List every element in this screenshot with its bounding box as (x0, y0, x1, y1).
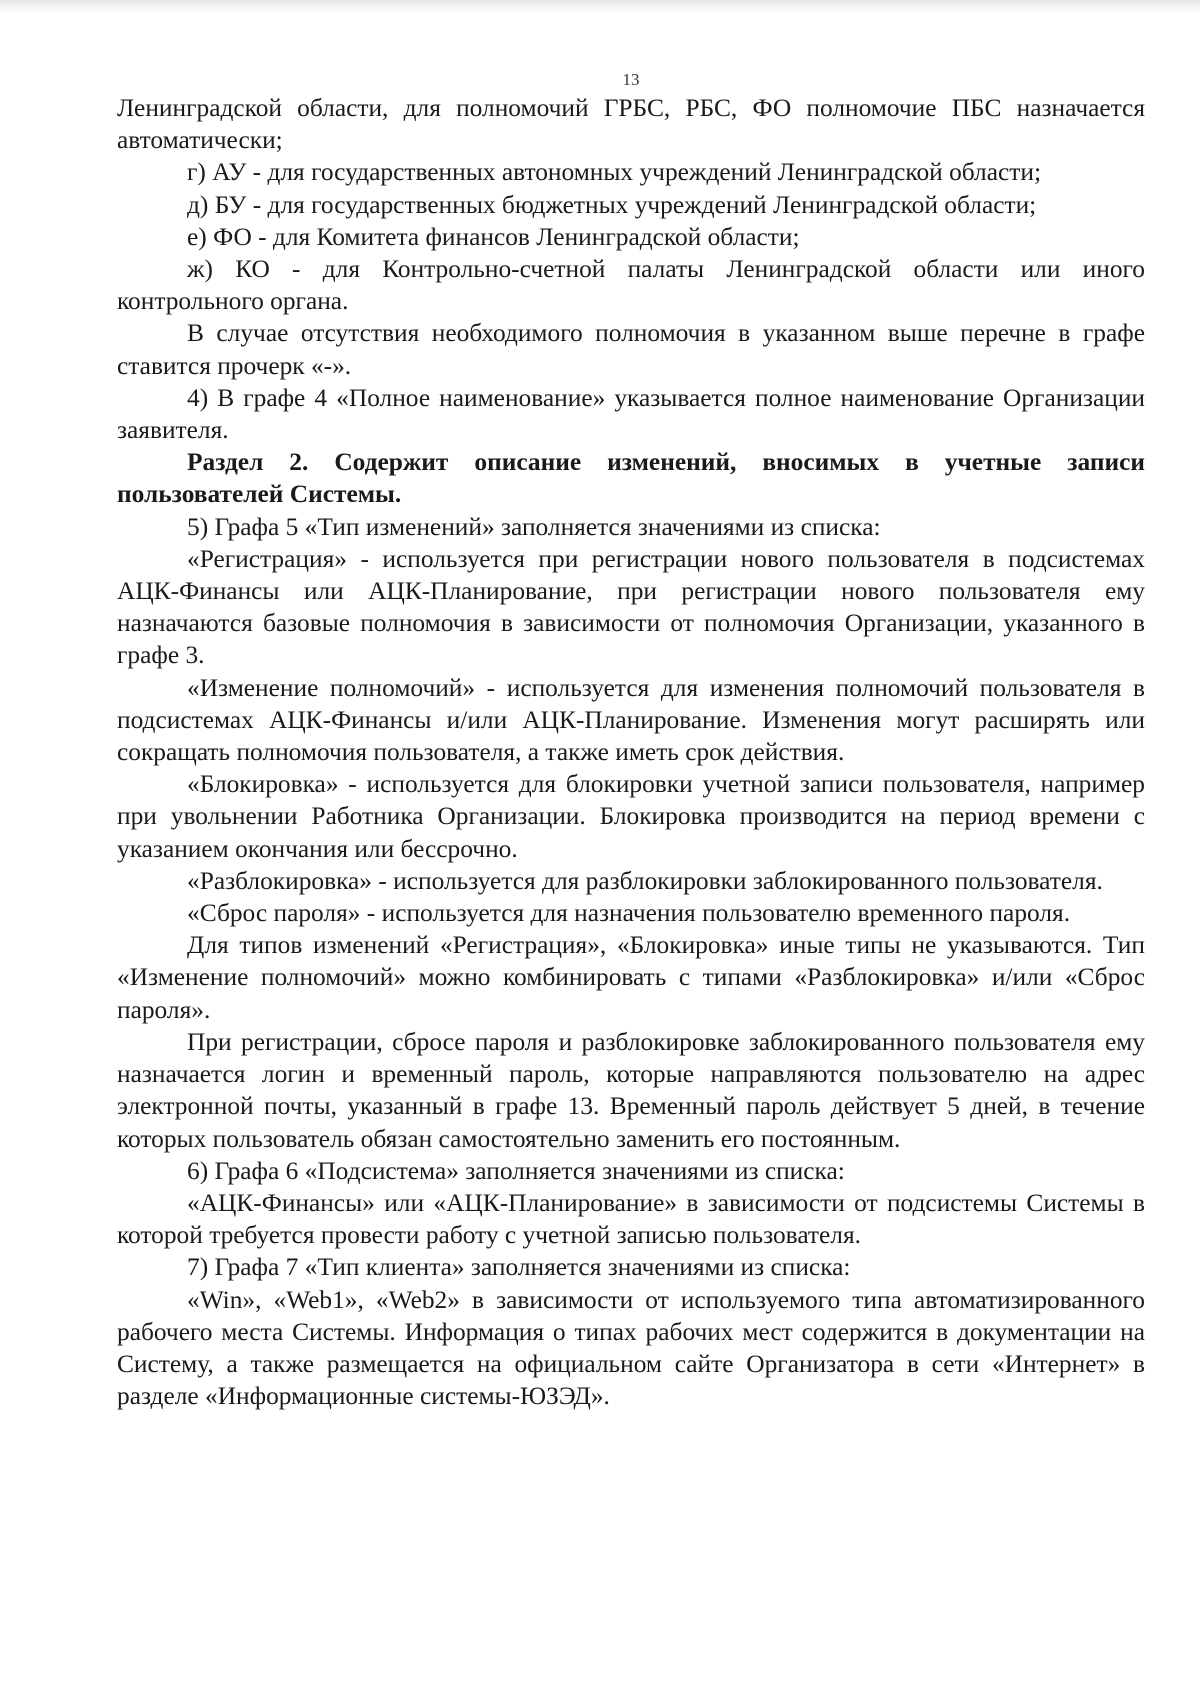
paragraph-type-combinations: Для типов изменений «Регистрация», «Блокировка» иные типы не указываются. Тип «Изменение полномочий» можно комбинировать с типами «Разблокировка» и/или «Сброс пароля». (117, 931, 1145, 1024)
paragraph-password-reset: «Сброс пароля» - используется для назначения пользователю временного пароля. (187, 899, 1071, 928)
paragraph-column-5: 5) Графа 5 «Тип изменений» заполняется значениями из списка: (187, 512, 881, 541)
document-body (117, 92, 1145, 1412)
paragraph-missing-authority: В случае отсутствия необходимого полномочия в указанном выше перечне в графе ставится прочерк «-». (117, 319, 1145, 380)
paragraph-continuation: Ленинградской области, для полномочий ГРБС, РБС, ФО полномочие ПБС назначается автоматически; (117, 94, 1145, 155)
paragraph-subsystems: «АЦК-Финансы» или «АЦК-Планирование» в зависимости от подсистемы Системы в которой требуется провести работу с учетной записью пользователя. (117, 1188, 1145, 1250)
paragraph-blocking: «Блокировка» - используется для блокировки учетной записи пользователя, например при увольнении Работника Организации. Блокировка производится на период времени с указанием окончания или бессрочно. (117, 770, 1145, 863)
paragraph-column-7: 7) Графа 7 «Тип клиента» заполняется значениями из списка: (187, 1253, 851, 1282)
list-item-zh: ж) КО - для Контрольно-счетной палаты Ленинградской области или иного контрольного органа. (117, 255, 1145, 316)
list-item-e: е) ФО - для Комитета финансов Ленинградской области; (187, 222, 800, 251)
paragraph-column-6: 6) Графа 6 «Подсистема» заполняется значениями из списка: (187, 1156, 845, 1185)
paragraph-column-4: 4) В графе 4 «Полное наименование» указывается полное наименование Организации заявителя. (117, 383, 1145, 445)
paragraph-unblocking: «Разблокировка» - используется для разблокировки заблокированного пользователя. (187, 866, 1103, 895)
page-number: 13 (622, 70, 640, 89)
list-item-g: г) АУ - для государственных автономных учреждений Ленинградской области; (187, 158, 1042, 187)
paragraph-client-types: «Win», «Web1», «Web2» в зависимости от используемого типа автоматизированного рабочего места Системы. Информация о типах рабочих мест содержится в документации на Систему, а также размещается на официальном сайте Организатора в сети «Интернет» в разделе «Информационные системы-ЮЗЭД». (117, 1285, 1145, 1411)
paragraph-temporary-password: При регистрации, сбросе пароля и разблокировке заблокированного пользователя ему назначается логин и временный пароль, которые направляются пользователю на адрес электронной почты, указанный в графе 13. Временный пароль действует 5 дней, в течение которых пользователь обязан самостоятельно заменить его постоянным. (117, 1027, 1145, 1153)
paragraph-change-authority: «Изменение полномочий» - используется для изменения полномочий пользователя в подсистемах АЦК-Финансы и/или АЦК-Планирование. Изменения могут расширять или сокращать полномочия пользователя, а также иметь срок действия. (117, 673, 1145, 767)
scan-top-edge (0, 0, 1200, 14)
paragraph-registration: «Регистрация» - используется при регистрации нового пользователя в подсистемах АЦК-Финансы или АЦК-Планирование, при регистрации нового пользователя ему назначаются базовые полномочия в зависимости от полномочия Организации, указанного в графе 3. (117, 544, 1145, 670)
section-2-heading: Раздел 2. Содержит описание изменений, вносимых в учетные записи пользователей Системы. (117, 448, 1145, 509)
list-item-d: д) БУ - для государственных бюджетных учреждений Ленинградской области; (187, 190, 1037, 219)
